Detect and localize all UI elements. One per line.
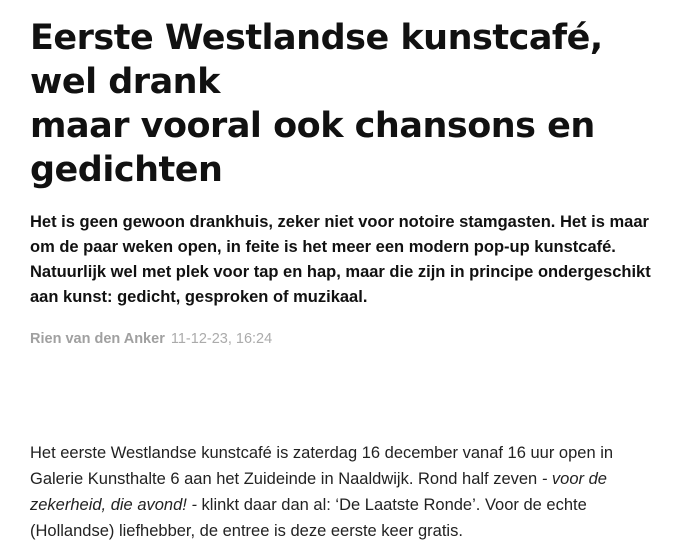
body-text-part-1: Het eerste Westlandse kunstcafé is zaterdag 16 december vanaf 16 uur open in Galerie Kunsthalte 6 aan het Zuideinde in Naaldwijk. Rond half zeven xyxy=(30,444,614,488)
article-intro: Het is geen gewoon drankhuis, zeker niet voor notoire stamgasten. Het is maar om de paar weken open, in feite is het meer een modern pop-up kunstcafé. Natuurlijk wel met plek voor tap en hap, maar die zijn in principe ondergeschikt aan kunst: gedicht, gesproken of muzikaal. xyxy=(30,213,651,306)
article xyxy=(30,0,670,348)
headline-line-1: Eerste Westlandse kunstcafé, wel drank xyxy=(30,18,603,102)
body-text-part-2: klinkt daar dan al: ‘De Laatste Ronde’. Voor de echte (Hollandse) liefhebber, de entree is deze eerste keer gratis. xyxy=(30,496,587,540)
byline xyxy=(30,330,670,348)
byline-author[interactable]: Rien van den Anker xyxy=(30,331,165,347)
article-headline xyxy=(30,0,670,192)
headline-line-2: maar vooral ook chansons en gedichten xyxy=(30,106,595,190)
article-body-paragraph xyxy=(30,440,670,544)
body-text-emphasis: - voor de zekerheid, die avond! - xyxy=(30,470,607,514)
byline-date: 11-12-23, 16:24 xyxy=(170,331,273,347)
